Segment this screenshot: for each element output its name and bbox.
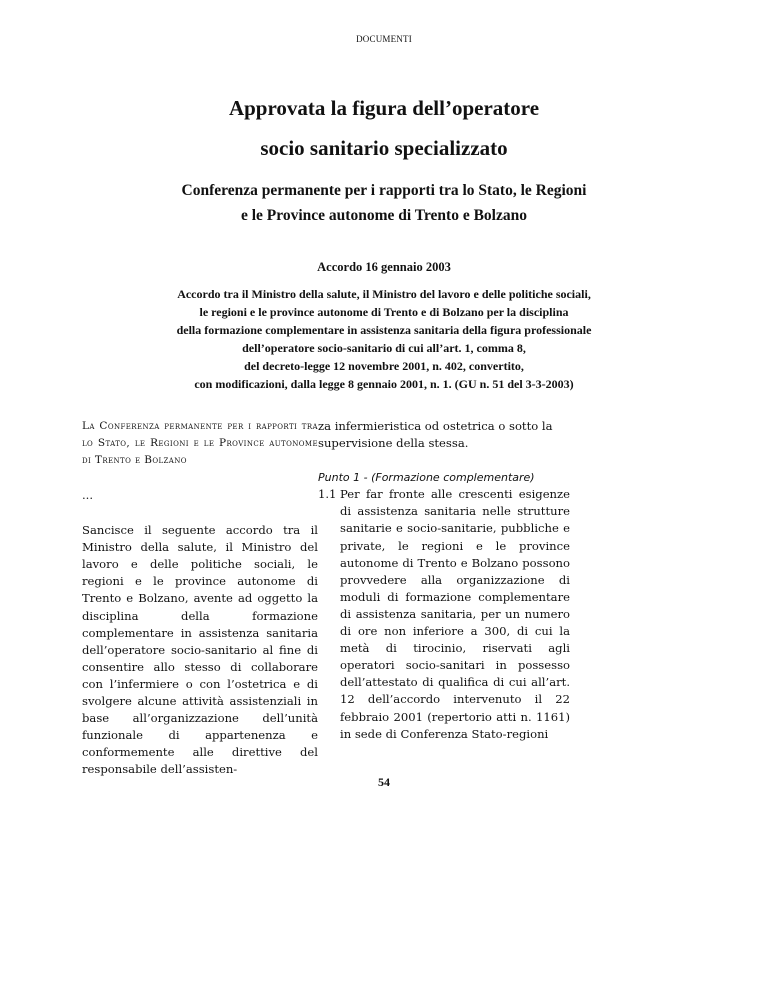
conferenza-heading: La Conferenza permanente per i rapporti tra lo Stato, le Regioni e le Province autonome di Trento e Bolzano xyxy=(82,420,318,466)
accordo-date: Accordo 16 gennaio 2003 xyxy=(317,260,451,274)
left-column xyxy=(82,418,318,779)
article-subtitle xyxy=(0,178,768,228)
accordo-description xyxy=(0,285,768,393)
accordo-paragraph: Sancisce il seguente accordo tra il Ministro della salute, il Ministro del lavoro e delle politiche sociali, le regioni e le province autonome di Trento e Bolzano, avente ad oggetto la disciplina della formazione complementare in assistenza sanitaria dell’operatore socio-sanitario al fine di consentire allo stesso di collaborare con l’infermiere o con l’ostetrica e di svolgere alcune attività assistenziali in base all’organizzazione dell’unità funzionale di appartenenza e conformemente alle direttive del responsabile dell’assisten- xyxy=(82,523,318,777)
article-title-line-1: Approvata la figura dell’operatore xyxy=(228,96,540,120)
page-number: 54 xyxy=(378,775,390,789)
accordo-line: della formazione complementare in assistenza sanitaria della figura professionale xyxy=(176,323,592,337)
punto-text: Per far fronte alle crescenti esigenze di assistenza sanitaria nelle strutture sanitarie e socio-sanitarie, pubbliche e private, le regioni e le province autonome di Trento e Bolzano possono provvedere alla organizzazione di moduli di formazione complementare di assistenza sanitaria, per un numero di ore non inferiore a 300, di cui la metà di tirocinio, riservati agli operatori socio-sanitari in possesso dell’attestato di qualifica di cui all’art. 12 dell’accordo intervenuto il 22 febbraio 2001 (repertorio atti n. 1161) in sede di Conferenza Stato-regioni xyxy=(340,487,570,741)
continuation-paragraph: za infermieristica od ostetrica o sotto la supervisione della stessa. xyxy=(318,419,553,451)
article-title-line-2: socio sanitario specializzato xyxy=(260,136,508,160)
ellipsis: ... xyxy=(82,488,94,502)
article-subtitle-line-1: Conferenza permanente per i rapporti tra lo Stato, le Regioni xyxy=(181,182,587,199)
running-header: DOCUMENTI xyxy=(356,34,412,44)
article-title xyxy=(0,88,768,168)
accordo-line: Accordo tra il Ministro della salute, il Ministro del lavoro e delle politiche sociali, xyxy=(177,287,591,301)
accordo-line: dell’operatore socio-sanitario di cui all’art. 1, comma 8, xyxy=(242,341,526,355)
punto-1-1 xyxy=(318,486,570,742)
article-subtitle-line-2: e le Province autonome di Trento e Bolzano xyxy=(240,207,527,224)
right-column xyxy=(318,418,570,743)
accordo-line: con modificazioni, dalla legge 8 gennaio 2001, n. 1. (GU n. 51 del 3-3-2003) xyxy=(194,377,574,391)
punto-1-title: Punto 1 - (Formazione complementare) xyxy=(318,471,535,485)
punto-number: 1.1 xyxy=(318,487,337,502)
accordo-line: le regioni e le province autonome di Trento e di Bolzano per la disciplina xyxy=(199,305,569,319)
accordo-line: del decreto-legge 12 novembre 2001, n. 402, convertito, xyxy=(244,359,524,373)
